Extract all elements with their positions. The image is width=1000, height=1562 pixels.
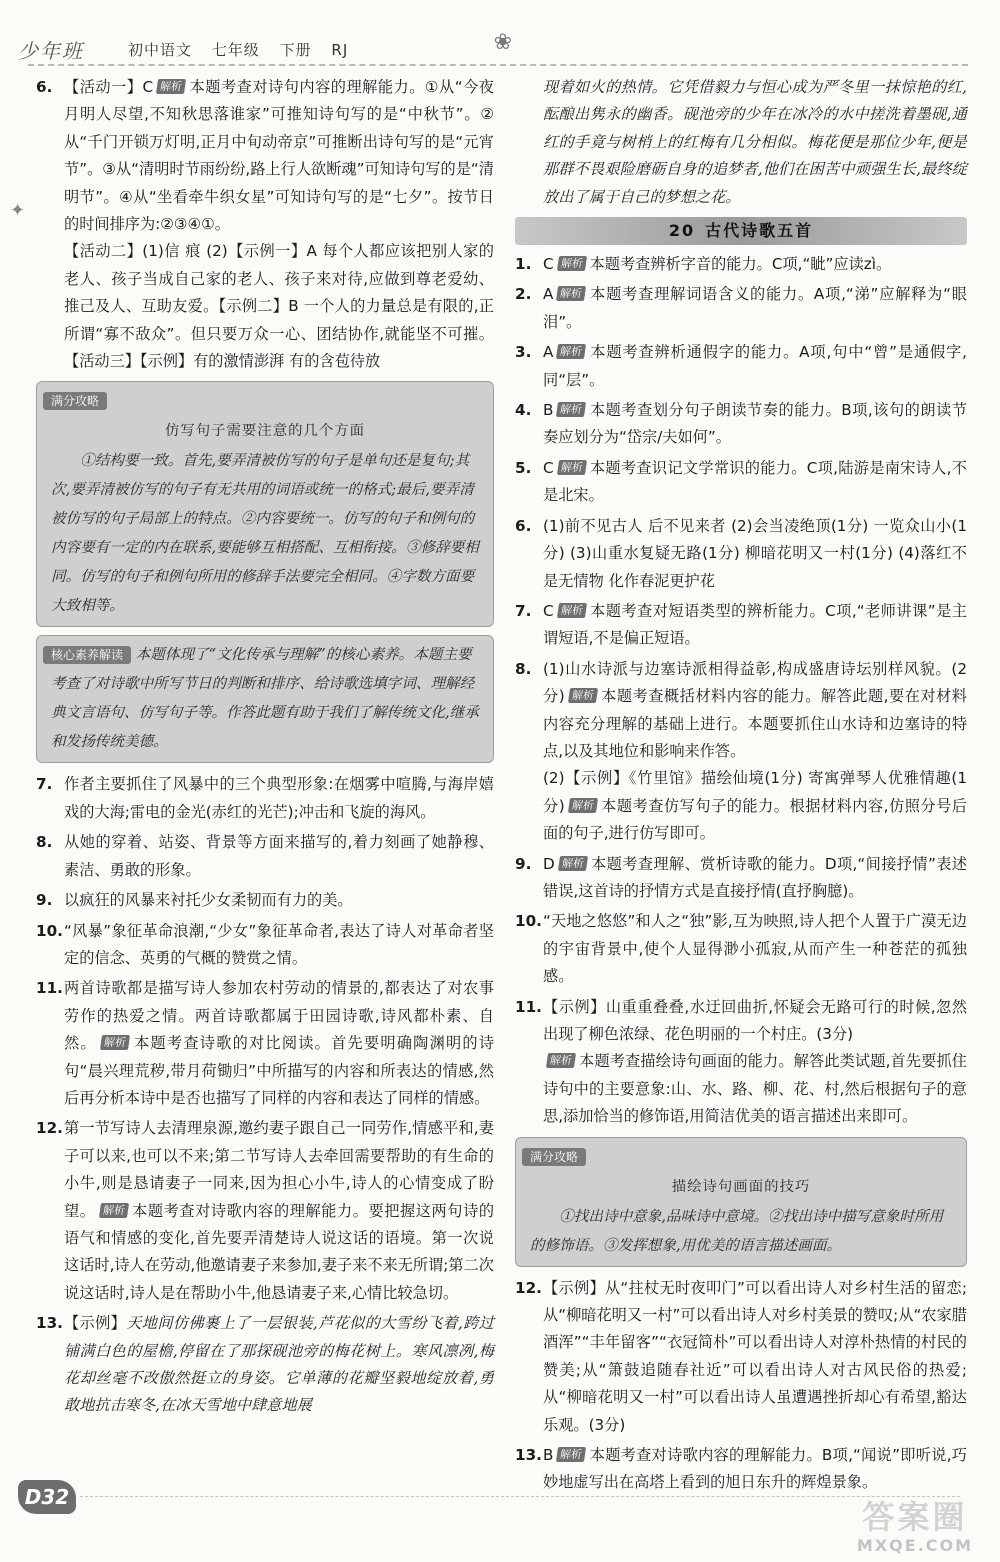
analysis-text: 本题考查对短语类型的辨析能力。C项,“老师讲课”是主谓短语,不是偏正短语。 [543,601,967,648]
analysis-tag: 解析 [156,79,186,94]
header-volume: 下册 [279,40,312,59]
answer-item [515,339,967,394]
answer-item [36,918,494,973]
item-number: 13. [515,1446,542,1465]
item-number: 7. [515,601,532,620]
header-meta [128,39,362,60]
answer-text: 第一节写诗人去清理泉源,邀约妻子跟自己一同劳作,情感平和,妻子可以来,也可以不来;第二节写诗人去牵回需要帮助的有生命的小牛,则是恳请妻子一同来,因为担心小牛,诗人的心情变成了盼望。 [64,1119,494,1220]
answer-item [36,771,494,826]
analysis-tag: 解析 [98,1203,128,1218]
answer-text: “天地之悠悠”和人之“独”影,互为映照,诗人把个人置于广漠无边的宇宙背景中,使个人显得渺小孤寂,从而产生一种苍茫的孤独感。 [543,912,967,986]
analysis-tag: 解析 [556,286,586,301]
answer-item [515,513,967,595]
page-header [18,30,978,64]
answer-key: C [543,458,554,477]
answer-item [515,994,967,1131]
analysis-tag: 解析 [556,402,586,417]
item-number: 9. [36,891,53,910]
tips-title: 仿写句子需要注意的几个方面 [164,423,366,440]
right-column [515,74,967,1500]
analysis-text: 本题考查仿写句子的能力。根据材料内容,仿照分号后面的句子,进行仿写即可。 [543,796,967,843]
analysis-tag: 解析 [556,344,586,359]
item-number: 11. [515,997,542,1016]
answer-text: 从她的穿着、站姿、背景等方面来描写的,着力刻画了她静穆、素洁、勇敢的形象。 [64,833,494,879]
item-number: 8. [515,659,532,678]
analysis-tag: 解析 [557,603,587,618]
answer-item [515,656,967,848]
doodle-icon: ❀ [493,30,512,55]
answer-text: (1)山水诗派与边塞诗派相得益彰,构成盛唐诗坛别样风貌。(2分) [543,659,967,706]
item-number: 1. [515,255,532,274]
tips-label: 满分攻略 [522,1148,586,1166]
answer-key: B [543,401,554,420]
core-literacy-label: 核心素养解读 [43,646,131,664]
answer-text: 两首诗歌都是描写诗人参加农村劳动的情景的,都表达了对农事劳作的热爱之情。两首诗歌都属于田园诗歌,诗风都朴素、自然。 [64,979,494,1053]
continued-text: 现着如火的热情。它凭借毅力与恒心成为严冬里一抹惊艳的红,酝酿出隽永的幽香。砚池旁的少年在冰冷的水中搓洗着墨砚,通红的手竟与树梢上的红梅有几分相似。梅花便是那位少年,便是那群不畏艰险磨砺自身的追梦者,他们在困苦中顽强生长,最终绽放出了属于自己的梦想之花。 [543,78,967,206]
item-number: 3. [515,343,532,362]
watermark-title: 答案圈 [862,1498,968,1536]
item-number: 6. [36,78,53,96]
example-text: 天地间仿佛裹上了一层银装,芦花似的大雪纷飞着,跨过铺满白色的屋檐,停留在了那探砚池旁的梅花树上。寒风凛冽,梅花却丝毫不改傲然挺立的身姿。它单薄的花瓣坚毅地绽放着,勇敢地抗击寒冬,在冰天雪地中肆意地展 [64,1314,494,1415]
core-literacy-text: 本题体现了“文化传承与理解”的核心素养。本题主要考查了对诗歌中所写节日的判断和排序、给诗歌选填字词、理解经典文言语句、仿写句子等。作答此题有助于我们了解传统文化,继承和发扬传统美德。 [51,646,479,751]
answer-text: “风暴”象征革命浪潮,“少女”象征革命者,表达了诗人对革命者坚定的信念、英勇的气概的赞赏之情。 [64,921,494,967]
section-number: 20 [668,221,696,241]
analysis-text: 本题考查描绘诗句画面的能力。解答此类试题,首先要抓住诗句中的主要意象:山、水、路、柳、花、村,然后根据句子的意思,添加恰当的修饰语,用简洁优美的语言描述出来即可。 [543,1052,967,1126]
answer-item [515,908,967,990]
section-title: 古代诗歌五首 [705,221,814,241]
analysis-tag: 解析 [558,856,588,871]
analysis-text: 本题考查划分句子朗读节奏的能力。B项,该句的朗读节奏应划分为“岱宗/夫如何”。 [543,401,967,447]
answer-key: C [543,601,554,620]
tips-box [36,381,494,627]
page-number: D32 [18,1480,76,1514]
answer-item [36,887,494,914]
answer-item [515,1442,967,1497]
header-divider [28,64,968,66]
header-edition: RJ [331,40,349,59]
item-number: 5. [515,458,532,477]
analysis-tag: 解析 [568,688,598,703]
answer-item [36,975,494,1112]
analysis-tag: 解析 [100,1035,130,1050]
header-grade: 七年级 [211,40,260,59]
watermark-url: MXQE.COM [856,1536,974,1555]
answer-text: 【示例】山重重叠叠,水迂回曲折,怀疑会无路可行的时候,忽然出现了柳色浓绿、花色明丽的一个村庄。(3分) [543,997,967,1043]
answer-key: 【活动一】C [64,78,154,96]
tips-title: 描绘诗句画面的技巧 [671,1178,811,1195]
analysis-text: 本题考查识记文学常识的能力。C项,陆游是南宋诗人,不是北宋。 [543,458,967,505]
answer-key: B [543,1446,554,1465]
answer-key: C [543,255,554,274]
answer-key: A [543,285,554,304]
item-number: 12. [36,1119,63,1138]
answer-text: 作者主要抓住了风暴中的三个典型形象:在烟雾中喧腾,与海岸嬉戏的大海;雷电的金光(赤红的光芒);冲击和飞旋的海风。 [64,775,494,821]
header-subject: 初中语文 [128,40,193,59]
answer-text: (2)【示例】《竹里馆》描绘仙境(1分) 寄寓弹琴人优雅情趣(1分) [543,769,967,815]
side-doodle-icon: ✦ [10,200,26,221]
answer-item [36,829,494,884]
tips-label: 满分攻略 [43,392,107,410]
example-label: 【示例】 [64,1314,127,1333]
item-number: 4. [515,401,532,420]
watermark [840,1498,990,1556]
analysis-text: 本题考查对诗歌内容的理解能力。B项,“闻说”即听说,巧妙地虚写出在高塔上看到的旭日东升的辉煌景象。 [543,1446,967,1492]
analysis-tag: 解析 [557,256,587,271]
answer-item [515,397,967,452]
answer-item [36,1310,494,1420]
item-number: 8. [36,833,53,852]
analysis-tag: 解析 [557,460,587,475]
answer-key: D [543,854,555,873]
analysis-tag: 解析 [568,798,598,813]
analysis-text: 本题考查理解、赏析诗歌的能力。D项,“间接抒情”表述错误,这首诗的抒情方式是直接抒情(直抒胸臆)。 [543,854,967,900]
item-number: 10. [36,921,63,940]
item-number: 13. [36,1314,63,1333]
item-number: 10. [515,912,542,931]
answer-item [515,1275,967,1439]
item-number: 6. [515,516,532,535]
item-number: 11. [36,979,63,998]
analysis-tag: 解析 [546,1053,576,1068]
series-logo: 少年班 [18,38,84,63]
footer-divider [80,1496,960,1497]
tips-text: ①结构要一致。首先,要弄清被仿写的句子是单句还是复句;其次,要弄清被仿写的句子有无共用的词语或统一的格式;最后,要弄清被仿写的句子局部上的特点。②内容要统一。仿写的句子和例句的内容要有一定的内在联系,要能够互相搭配、互相衔接。③修辞要相同。仿写的句子和例句所用的修辞手法要完全相同。④字数方面要大致相等。 [51,452,479,615]
answer-text: 本题考查对诗句内容的理解能力。①从“今夜月明人尽望,不知秋思落谁家”可推知诗句写的是“中秋节”。②从“千门开锁万灯明,正月中旬动帝京”可推断出诗句写的是“元宵节”。③从“清明时节雨纷纷,路上行人欲断魂”可知诗句写的是“清明节”。④从“坐看牵牛织女星”可知诗句写的是“七夕”。按节日的时间排序为:②③④①。 [64,78,494,234]
answer-text: 以疯狂的风暴来衬托少女柔韧而有力的美。 [64,891,353,910]
answer-text: (1)前不见古人 后不见来者 (2)会当凌绝顶(1分) 一览众山小(1分) (3)山重水复疑无路(1分) 柳暗花明又一村(1分) (4)落红不是无情物 化作春泥更护花 [543,516,967,590]
item-number: 2. [515,285,532,304]
item-number: 12. [515,1278,542,1297]
answer-item [515,251,967,278]
left-column [36,74,494,1423]
analysis-text: 本题考查概括材料内容的能力。解答此题,要在对材料内容充分理解的基础上进行。本题要抓住山水诗和边塞诗的特点,以及其地位和影响来作答。 [543,687,967,760]
analysis-text: 本题考查辨析字音的能力。C项,“眦”应读zì。 [589,255,892,274]
answer-key: A [543,343,554,362]
analysis-text: 本题考查对诗歌内容的理解能力。要把握这两句诗的语气和情感的变化,首先要弄清楚诗人说这话的语境。第一次说这话时,诗人在劳动,他邀请妻子来参加,妻子来不来无所谓;第二次说这话时,诗人是在帮助小牛,他恳请妻子来,心情比较急切。 [64,1201,495,1302]
analysis-text: 本题考查辨析通假字的能力。A项,句中“曾”是通假字,同“层”。 [543,343,967,389]
answer-item [36,1115,494,1307]
answer-item [515,851,967,906]
answer-text: 【示例】从“拄杖无时夜叩门”可以看出诗人对乡村生活的留恋;从“柳暗花明又一村”可以看出诗人对乡村美景的赞叹;从“农家腊酒浑”“丰年留客”“衣冠简朴”可以看出诗人对淳朴热情的村民的赞美;从“箫鼓追随春社近”可以看出诗人对古风民俗的热爱;从“柳暗花明又一村”可以看出诗人虽遭遇挫折却心有希望,豁达乐观。(3分) [543,1278,967,1434]
answer-item [515,281,967,336]
answer-item [36,74,494,375]
answer-item [515,455,967,510]
tips-text: ①找出诗中意象,品味诗中意境。②找出诗中描写意象时所用的修饰语。③发挥想象,用优美的语言描述画面。 [530,1207,944,1254]
core-literacy-box [36,635,494,763]
item-number: 9. [515,854,532,873]
answer-text: 【活动二】(1)信 痕 (2)【示例一】A 每个人都应该把别人家的老人、孩子当成自己家的老人、孩子来对待,应做到尊老爱幼、推己及人、互助友爱。【示例二】B 一个人的力量总是有限的,正所谓“寡不敌众”。但只要万众一心、团结协作,就能坚不可摧。【活动三】【示例】有的激情澎湃 有的含苞待放 [64,242,494,371]
section-heading [515,217,967,245]
analysis-text: 本题考查理解词语含义的能力。A项,“涕”应解释为“眼泪”。 [543,285,967,331]
tips-box [515,1137,967,1267]
item-number: 7. [36,775,53,794]
analysis-text: 本题考查诗歌的对比阅读。首先要明确陶渊明的诗句“晨兴理荒秽,带月荷锄归”中所描写的内容和所表达的情感,然后再分析本诗中是否也描写了同样的内容和表达了同样的情感。 [64,1034,495,1107]
analysis-tag: 解析 [556,1447,586,1462]
answer-item [515,598,967,653]
